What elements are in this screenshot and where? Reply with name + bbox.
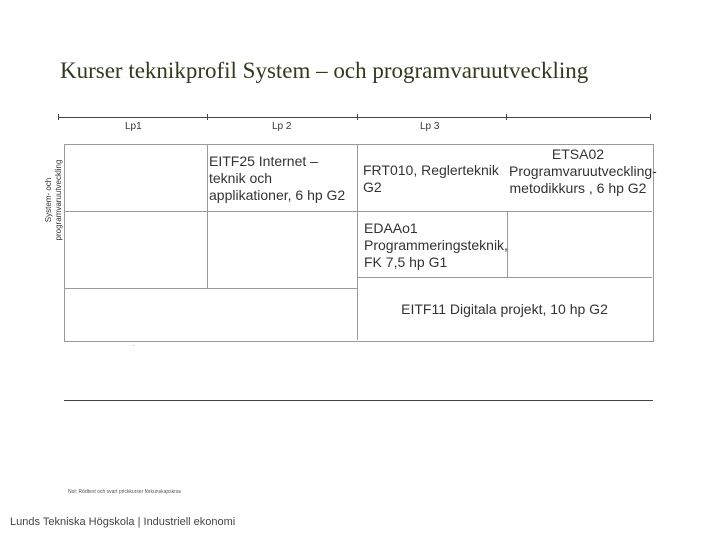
grid-line — [64, 211, 652, 212]
ruler-tick — [506, 114, 507, 120]
ruler-tick — [58, 114, 59, 120]
course-eitf25: EITF25 Internet – teknik och applikationer, 6 hp G2 — [209, 153, 346, 203]
slide-title: Kurser teknikprofil System – och programvaruutveckling — [60, 58, 589, 83]
period-ruler — [58, 117, 651, 118]
period-label-lp2: Lp 2 — [272, 121, 292, 132]
course-eitf11: EITF11 Digitala projekt, 10 hp G2 — [401, 301, 608, 317]
course-frt010: FRT010, Reglerteknik G2 — [363, 162, 499, 195]
grid-line — [207, 144, 208, 288]
ruler-tick — [207, 114, 208, 120]
stray-dot: . — [133, 342, 135, 348]
course-edaa01: EDAAo1 Programmeringsteknik, FK 7,5 hp G1 — [364, 220, 508, 270]
bottom-rule — [64, 400, 653, 401]
slide-footer: Lunds Tekniska Högskola | Industriell ekonomi — [10, 516, 236, 528]
course-etsa02: ETSA02 Programvaruutveckling- metodikkurs , 6 hp G2 — [509, 146, 657, 196]
ruler-tick — [650, 114, 651, 120]
row-label-line1: System- och — [44, 177, 53, 223]
ruler-tick — [357, 114, 358, 120]
grid-line — [64, 288, 357, 289]
grid-line — [357, 277, 652, 278]
row-label-line2: programvaruutveckling — [54, 159, 63, 241]
period-label-lp1: Lp1 — [125, 121, 142, 132]
footnote: Not: Rödtext och svart prickkurser förkunskapskrav — [68, 489, 182, 495]
period-label-lp3: Lp 3 — [420, 121, 440, 132]
